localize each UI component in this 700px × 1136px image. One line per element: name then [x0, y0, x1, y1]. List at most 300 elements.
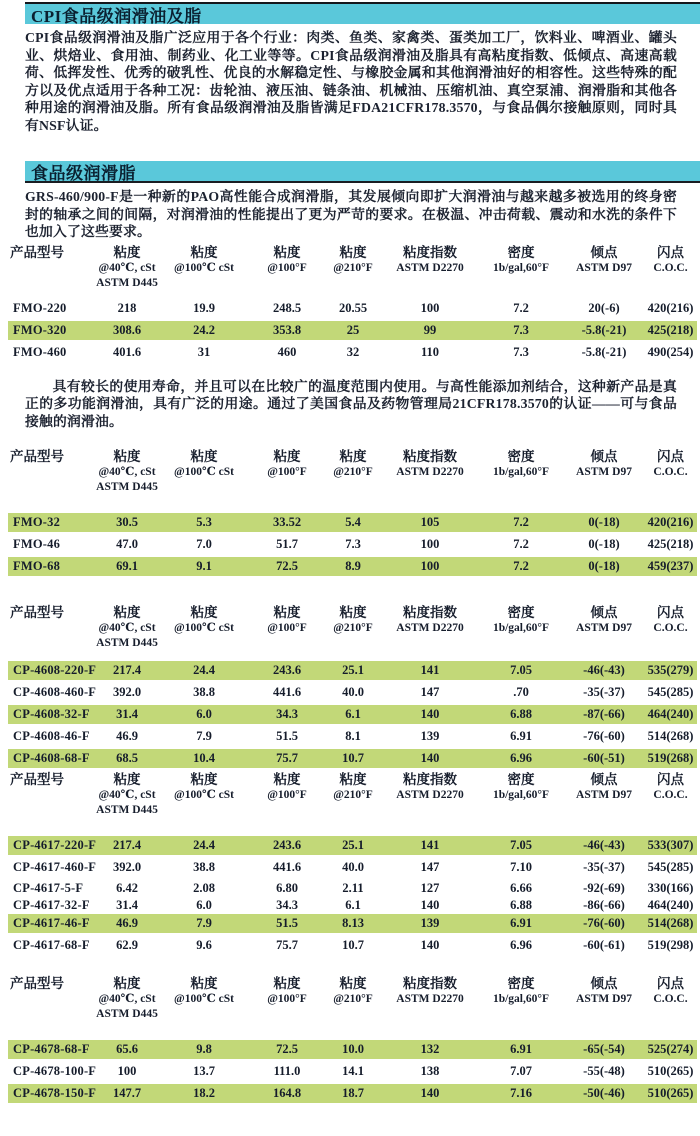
- column-subtitle: ASTM D97: [576, 261, 632, 274]
- cell-value: 6.96: [510, 938, 532, 952]
- cell-value: 6.91: [510, 1042, 532, 1056]
- table-row: [8, 321, 697, 340]
- cell-value: 72.5: [276, 559, 298, 573]
- table-header-row: [8, 604, 697, 651]
- cell-value: 75.7: [276, 751, 298, 765]
- column-subtitle: @100°F: [267, 789, 307, 801]
- column-subtitle: @100℃ cSt: [174, 261, 234, 274]
- cell-value: 7.9: [196, 729, 212, 743]
- cell-value: 31.4: [116, 897, 138, 912]
- product-model: CP-4617-46-F: [13, 916, 90, 930]
- column-title: 粘度: [339, 605, 367, 620]
- cell-value: 99: [423, 322, 437, 337]
- column-subtitle: @40℃, cSt: [98, 789, 156, 801]
- cell-value: 100: [117, 1064, 137, 1078]
- cell-value: 2.11: [342, 880, 364, 895]
- cell-value: 20(-6): [588, 300, 620, 315]
- mid-paragraph: 具有较长的使用寿命，并且可以在比较广的温度范围内使用。与高性能添加剂结合，这种新产品是真正的多功能润滑油，具有广泛的用途。通过了美国食品及药物管理局21CFR178.3570的认证——可与食品接触的润滑油。: [25, 378, 677, 429]
- column-header: [8, 771, 96, 788]
- column-header: [382, 975, 478, 1007]
- column-header: [250, 771, 324, 803]
- cell-value: 464(240): [647, 707, 694, 721]
- cell-value: 40.0: [342, 860, 364, 874]
- column-title: 粘度: [273, 244, 301, 260]
- cell-value: -50(-46): [583, 1086, 625, 1100]
- table-row: [8, 557, 697, 576]
- table-row: [8, 535, 697, 554]
- cell-value: 425(218): [647, 537, 694, 551]
- column-title: 密度: [507, 605, 535, 620]
- column-subtitle: 1b/gal,60°F: [492, 622, 550, 634]
- section1-title: CPI食品级润滑油及脂: [31, 6, 202, 26]
- cell-value: 46.9: [116, 729, 138, 743]
- cell-value: 147: [420, 860, 440, 874]
- cell-value: 6.96: [510, 751, 532, 765]
- cell-value: 141: [420, 663, 440, 677]
- column-subtitle: ASTM D445: [96, 1008, 158, 1020]
- column-title: 密度: [507, 772, 535, 787]
- product-model: CP-4678-100-F: [13, 1064, 97, 1078]
- column-header: [158, 244, 250, 276]
- cell-value: 6.88: [510, 897, 532, 912]
- cell-value: -46(-43): [583, 663, 625, 677]
- table-row: [8, 299, 697, 318]
- cell-value: 9.1: [196, 559, 212, 573]
- cell-value: 38.8: [193, 685, 215, 699]
- cell-value: -60(-51): [583, 751, 625, 765]
- cell-value: 6.88: [510, 707, 532, 721]
- column-subtitle: C.O.C.: [653, 261, 688, 274]
- cell-value: 392.0: [112, 860, 142, 874]
- column-header: [644, 604, 697, 636]
- column-subtitle: @100°F: [267, 466, 307, 478]
- column-subtitle: ASTM D97: [576, 789, 632, 801]
- cell-value: 13.7: [193, 1064, 215, 1078]
- column-title: 粘度: [190, 244, 218, 260]
- column-title: 粘度: [273, 449, 301, 464]
- column-subtitle: @210°F: [333, 993, 373, 1005]
- column-title: 粘度: [113, 976, 141, 991]
- column-subtitle: ASTM D2270: [396, 789, 464, 801]
- cell-value: 353.8: [272, 322, 302, 337]
- cell-value: 105: [420, 515, 440, 529]
- cell-value: 441.6: [272, 860, 302, 874]
- cell-value: 14.1: [342, 1064, 364, 1078]
- section2-title-bar: [25, 161, 700, 183]
- column-title: 闪点: [657, 976, 684, 991]
- column-subtitle: ASTM D445: [96, 481, 158, 493]
- column-header: [564, 448, 644, 480]
- table-row: [8, 661, 697, 680]
- table-header-row: [8, 244, 697, 291]
- column-subtitle: ASTM D97: [576, 993, 632, 1005]
- column-title: 倾点: [590, 605, 618, 620]
- column-subtitle: ASTM D2270: [396, 466, 464, 478]
- cell-value: 32: [346, 344, 360, 359]
- cell-value: 392.0: [112, 685, 142, 699]
- column-header: [382, 448, 478, 480]
- cell-value: 51.7: [276, 537, 298, 551]
- table-row: [8, 897, 697, 913]
- column-title: 粘度: [273, 605, 301, 620]
- column-title: 闪点: [657, 244, 684, 260]
- column-header: [324, 448, 382, 480]
- column-header: [96, 975, 158, 1022]
- column-header: [478, 771, 564, 803]
- cell-value: 140: [420, 938, 440, 952]
- cell-value: 30.5: [116, 515, 138, 529]
- cell-value: 7.07: [510, 1064, 532, 1078]
- cell-value: 51.5: [276, 916, 298, 930]
- column-header: [250, 604, 324, 636]
- column-header: [478, 244, 564, 276]
- cell-value: 514(268): [647, 916, 694, 930]
- column-title: 产品型号: [10, 605, 64, 620]
- column-header: [8, 604, 96, 621]
- column-header: [96, 244, 158, 291]
- cell-value: 68.5: [116, 751, 138, 765]
- cell-value: 490(254): [647, 344, 694, 359]
- column-header: [8, 244, 96, 261]
- cell-value: 34.3: [276, 707, 298, 721]
- cell-value: 401.6: [112, 344, 142, 359]
- cell-value: 514(268): [647, 729, 694, 743]
- product-model: CP-4608-220-F: [13, 663, 97, 677]
- column-subtitle: @100℃ cSt: [174, 622, 234, 634]
- column-title: 倾点: [590, 244, 618, 260]
- column-subtitle: @100°F: [267, 993, 307, 1005]
- cell-value: 140: [420, 707, 440, 721]
- cell-value: 545(285): [647, 685, 694, 699]
- table-row: [8, 936, 697, 955]
- column-header: [324, 604, 382, 636]
- column-header: [96, 448, 158, 495]
- cell-value: -35(-37): [583, 860, 625, 874]
- spec-table-fmo-heavy: [8, 244, 697, 362]
- column-subtitle: 1b/gal,60°F: [492, 993, 550, 1005]
- cell-value: 110: [420, 344, 440, 359]
- spec-table-cp4617: [8, 771, 697, 955]
- column-subtitle: ASTM D445: [96, 276, 158, 289]
- cell-value: 100: [420, 559, 440, 573]
- column-subtitle: @40℃, cSt: [98, 466, 156, 478]
- cell-value: -46(-43): [583, 838, 625, 852]
- column-title: 产品型号: [10, 449, 64, 464]
- section1-title-bar: [25, 2, 700, 24]
- column-title: 粘度: [339, 244, 367, 260]
- column-subtitle: ASTM D97: [576, 622, 632, 634]
- cell-value: 47.0: [116, 537, 138, 551]
- cell-value: 7.2: [513, 300, 529, 315]
- cell-value: 33.52: [272, 515, 302, 529]
- column-title: 产品型号: [10, 976, 64, 991]
- product-model: CP-4678-68-F: [13, 1042, 90, 1056]
- column-subtitle: @100℃ cSt: [174, 993, 234, 1005]
- column-header: [478, 448, 564, 480]
- cell-value: 6.1: [345, 897, 361, 912]
- column-title: 产品型号: [10, 772, 64, 787]
- cell-value: 10.4: [193, 751, 215, 765]
- cell-value: 5.3: [196, 515, 212, 529]
- column-subtitle: @210°F: [333, 466, 373, 478]
- column-header: [250, 244, 324, 276]
- column-subtitle: @100℃ cSt: [174, 789, 234, 801]
- product-model: FMO-68: [13, 559, 61, 573]
- cell-value: .70: [513, 685, 529, 699]
- cell-value: -87(-66): [583, 707, 625, 721]
- column-header: [8, 448, 96, 465]
- table-header-row: [8, 448, 697, 495]
- table-row: [8, 513, 697, 532]
- table-row: [8, 836, 697, 855]
- column-header: [478, 604, 564, 636]
- column-subtitle: C.O.C.: [653, 622, 688, 634]
- table-row: [8, 749, 697, 768]
- column-header: [158, 604, 250, 636]
- column-title: 密度: [507, 449, 535, 464]
- cell-value: 25.1: [342, 838, 364, 852]
- column-title: 粘度: [113, 772, 141, 787]
- cell-value: -5.8(-21): [581, 322, 627, 337]
- cell-value: 519(298): [647, 938, 694, 952]
- section1-paragraph: CPI食品级润滑油及脂广泛应用于各个行业：肉类、鱼类、家禽类、蛋类加工厂，饮料业、啤酒业、罐头业、烘焙业、食用油、制药业、化工业等等。CPI食品级润滑油及脂具有高粘度指数、低倾点、高速高载荷、低挥发性、优秀的破乳性、优良的水解稳定性、与橡胶金属和其他润滑油好的相容性。这些特殊的配方以及优点适用于各种工况：齿轮油、液压油、链条油、机械油、压缩机油、真空泵浦、润滑脂和其他各种用途的润滑油及脂。所有食品级润滑油及脂皆满足FDA21CFR178.3570，与食品偶尔接触原则，同时具有NSF认证。: [25, 30, 677, 133]
- column-subtitle: @100℃ cSt: [174, 466, 234, 478]
- cell-value: 464(240): [647, 897, 694, 912]
- cell-value: 420(216): [647, 515, 694, 529]
- cell-value: 141: [420, 838, 440, 852]
- cell-value: 20.55: [338, 300, 368, 315]
- cell-value: 535(279): [647, 663, 694, 677]
- product-model: FMO-320: [13, 322, 67, 337]
- spec-table-fmo-light: [8, 448, 697, 576]
- cell-value: 24.2: [193, 322, 215, 337]
- column-title: 粘度: [190, 449, 218, 464]
- spec-table-cp4678: [8, 975, 697, 1103]
- column-header: [158, 448, 250, 480]
- column-subtitle: ASTM D445: [96, 637, 158, 649]
- cell-value: 18.2: [193, 1086, 215, 1100]
- cell-value: 72.5: [276, 1042, 298, 1056]
- cell-value: 51.5: [276, 729, 298, 743]
- column-title: 倾点: [590, 976, 618, 991]
- cell-value: 7.2: [513, 515, 529, 529]
- column-title: 粘度: [113, 605, 141, 620]
- cell-value: 7.3: [513, 322, 529, 337]
- product-model: CP-4608-460-F: [13, 685, 97, 699]
- cell-value: 243.6: [272, 663, 302, 677]
- column-title: 粘度: [273, 772, 301, 787]
- column-subtitle: C.O.C.: [653, 993, 688, 1005]
- cell-value: 7.2: [513, 559, 529, 573]
- cell-value: 308.6: [112, 322, 142, 337]
- column-header: [8, 975, 96, 992]
- cell-value: 7.3: [513, 344, 529, 359]
- column-title: 粘度指数: [403, 976, 457, 991]
- column-title: 密度: [507, 976, 535, 991]
- table-row: [8, 914, 697, 933]
- table-row: [8, 1040, 697, 1059]
- cell-value: 533(307): [647, 838, 694, 852]
- cell-value: 10.7: [342, 938, 364, 952]
- cell-value: 459(237): [647, 559, 694, 573]
- column-title: 粘度: [113, 449, 141, 464]
- column-title: 粘度指数: [403, 772, 457, 787]
- cell-value: 6.66: [510, 880, 532, 895]
- cell-value: 5.4: [345, 515, 361, 529]
- table-row: [8, 880, 697, 896]
- column-title: 粘度: [113, 244, 141, 260]
- table-header-row: [8, 975, 697, 1022]
- column-subtitle: @210°F: [333, 789, 373, 801]
- cell-value: 9.8: [196, 1042, 212, 1056]
- cell-value: -65(-54): [583, 1042, 625, 1056]
- cell-value: 9.6: [196, 938, 212, 952]
- column-header: [644, 244, 697, 276]
- column-title: 闪点: [657, 772, 684, 787]
- cell-value: 6.0: [196, 897, 212, 912]
- product-model: FMO-32: [13, 515, 61, 529]
- product-model: CP-4617-32-F: [13, 897, 90, 912]
- column-title: 粘度: [339, 772, 367, 787]
- column-subtitle: 1b/gal,60°F: [492, 466, 550, 478]
- column-title: 粘度指数: [403, 244, 457, 260]
- column-subtitle: ASTM D2270: [396, 261, 464, 274]
- cell-value: 6.91: [510, 729, 532, 743]
- column-title: 粘度: [273, 976, 301, 991]
- cell-value: 147: [420, 685, 440, 699]
- cell-value: 460: [277, 344, 297, 359]
- cell-value: 510(265): [647, 1086, 694, 1100]
- cell-value: 38.8: [193, 860, 215, 874]
- cell-value: 8.13: [342, 916, 364, 930]
- cell-value: 127: [420, 880, 440, 895]
- cell-value: 34.3: [276, 897, 298, 912]
- product-model: FMO-460: [13, 344, 67, 359]
- cell-value: 7.16: [510, 1086, 532, 1100]
- product-model: FMO-46: [13, 537, 61, 551]
- product-model: CP-4617-5-F: [13, 880, 84, 895]
- cell-value: -86(-66): [583, 897, 625, 912]
- cell-value: -76(-60): [583, 916, 625, 930]
- cell-value: 425(218): [647, 322, 694, 337]
- table-row: [8, 683, 697, 702]
- column-header: [382, 244, 478, 276]
- column-title: 闪点: [657, 605, 684, 620]
- cell-value: 7.05: [510, 838, 532, 852]
- column-subtitle: @40℃, cSt: [98, 261, 156, 274]
- product-model: CP-4617-220-F: [13, 838, 97, 852]
- column-title: 粘度: [190, 772, 218, 787]
- cell-value: 31: [197, 344, 211, 359]
- column-subtitle: 1b/gal,60°F: [492, 789, 550, 801]
- column-title: 倾点: [590, 772, 618, 787]
- column-title: 产品型号: [10, 244, 64, 260]
- column-header: [324, 244, 382, 276]
- column-subtitle: ASTM D445: [96, 804, 158, 816]
- cell-value: 100: [420, 300, 440, 315]
- cell-value: 545(285): [647, 860, 694, 874]
- column-subtitle: @210°F: [333, 261, 373, 274]
- column-header: [158, 975, 250, 1007]
- cell-value: 6.1: [345, 707, 361, 721]
- column-subtitle: ASTM D2270: [396, 993, 464, 1005]
- cell-value: 24.4: [193, 838, 215, 852]
- cell-value: 132: [420, 1042, 440, 1056]
- cell-value: 10.0: [342, 1042, 364, 1056]
- cell-value: 7.3: [345, 537, 361, 551]
- product-model: CP-4608-68-F: [13, 751, 90, 765]
- cell-value: 7.2: [513, 537, 529, 551]
- cell-value: 100: [420, 537, 440, 551]
- column-subtitle: C.O.C.: [653, 466, 688, 478]
- product-model: CP-4617-68-F: [13, 938, 90, 952]
- cell-value: 248.5: [272, 300, 302, 315]
- cell-value: 19.9: [193, 300, 215, 315]
- column-header: [564, 244, 644, 276]
- column-title: 粘度: [190, 976, 218, 991]
- column-header: [382, 604, 478, 636]
- cell-value: 525(274): [647, 1042, 694, 1056]
- cell-value: -55(-48): [583, 1064, 625, 1078]
- cell-value: 441.6: [272, 685, 302, 699]
- cell-value: 140: [420, 751, 440, 765]
- cell-value: -92(-69): [583, 880, 625, 895]
- column-header: [564, 604, 644, 636]
- cell-value: 139: [420, 729, 440, 743]
- table-row: [8, 727, 697, 746]
- cell-value: 140: [420, 1086, 440, 1100]
- column-subtitle: @40℃, cSt: [98, 622, 156, 634]
- product-model: CP-4608-46-F: [13, 729, 90, 743]
- column-title: 粘度: [190, 605, 218, 620]
- cell-value: 62.9: [116, 938, 138, 952]
- cell-value: 75.7: [276, 938, 298, 952]
- cell-value: 420(216): [647, 300, 694, 315]
- cell-value: 519(268): [647, 751, 694, 765]
- cell-value: 40.0: [342, 685, 364, 699]
- column-subtitle: C.O.C.: [653, 789, 688, 801]
- cell-value: 218: [117, 300, 137, 315]
- product-model: FMO-220: [13, 300, 67, 315]
- cell-value: 164.8: [272, 1086, 302, 1100]
- cell-value: 0(-18): [588, 537, 620, 551]
- table-row: [8, 343, 697, 362]
- column-subtitle: @40℃, cSt: [98, 993, 156, 1005]
- column-header: [96, 771, 158, 818]
- column-title: 倾点: [590, 449, 618, 464]
- column-title: 密度: [507, 244, 535, 260]
- column-header: [250, 448, 324, 480]
- cell-value: 217.4: [112, 838, 142, 852]
- column-title: 粘度指数: [403, 605, 457, 620]
- table-row: [8, 1062, 697, 1081]
- column-subtitle: @100°F: [267, 261, 307, 274]
- section2-paragraph: GRS-460/900-F是一种新的PAO高性能合成润滑脂，其发展倾向即扩大润滑油与越来越多被选用的终身密封的轴承之间的间隔，对润滑油的性能提出了更为严苛的要求。在极温、冲击荷载、震动和水洗的条件下也加入了这些要求。: [25, 189, 677, 239]
- column-subtitle: ASTM D97: [576, 466, 632, 478]
- cell-value: 111.0: [273, 1064, 301, 1078]
- cell-value: 46.9: [116, 916, 138, 930]
- cell-value: 330(166): [647, 880, 694, 895]
- cell-value: 6.42: [116, 880, 138, 895]
- column-header: [644, 448, 697, 480]
- cell-value: 8.1: [345, 729, 361, 743]
- cell-value: -76(-60): [583, 729, 625, 743]
- cell-value: 10.7: [342, 751, 364, 765]
- column-header: [644, 771, 697, 803]
- cell-value: 31.4: [116, 707, 138, 721]
- column-subtitle: @210°F: [333, 622, 373, 634]
- column-header: [324, 771, 382, 803]
